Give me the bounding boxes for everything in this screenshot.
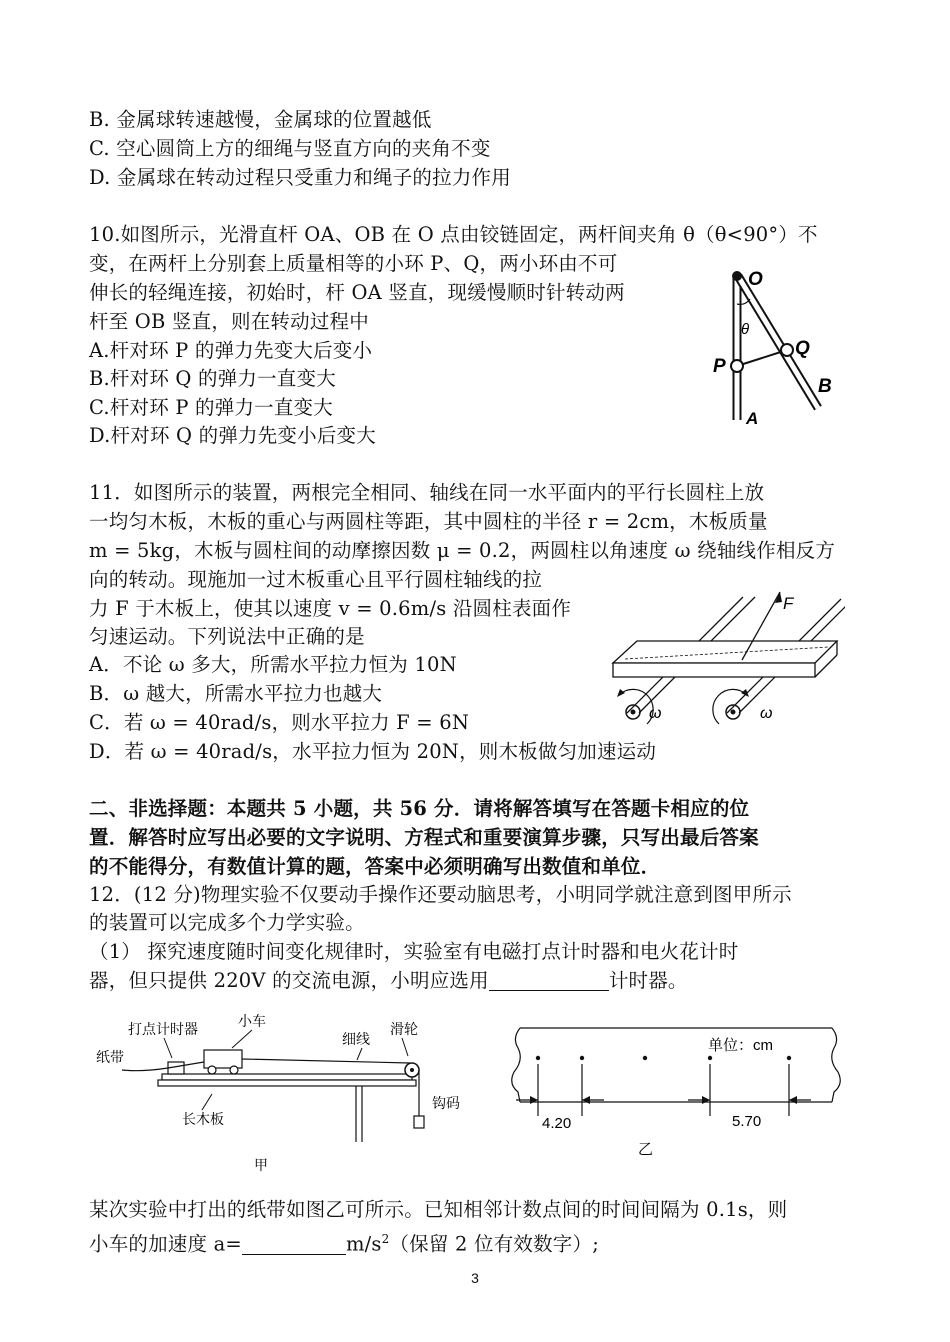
- q12-text2-c: （保留 2 位有效数字）;: [389, 1232, 599, 1256]
- q12-part1-text-b: 计时器。: [608, 969, 688, 992]
- string: [242, 1059, 410, 1063]
- q12-text2-line2: [89, 1226, 599, 1258]
- q10-option-b: B.杆对环 Q 的弹力一直变大: [89, 367, 336, 390]
- acceleration-answer-blank[interactable]: [242, 1234, 346, 1255]
- ring-q: [781, 344, 793, 356]
- page-number: 3: [471, 1270, 479, 1286]
- q10-stem-line4: 杆至 OB 竖直，则在转动过程中: [89, 310, 369, 333]
- q10-stem-line1: 10.如图所示，光滑直杆 OA、OB 在 O 点由铰链固定，两杆间夹角 θ（θ<90°）不: [89, 223, 818, 246]
- q10-stem-line3: 伸长的轻绳连接，初始时，杆 OA 竖直，现缓慢顺时针转动两: [89, 281, 625, 304]
- q12-part1-line1: （1） 探究速度随时间变化规律时，实验室有电磁打点计时器和电火花计时: [89, 940, 739, 963]
- q11-stem-line4: 向的转动。现施加一过木板重心且平行圆柱轴线的拉: [89, 568, 543, 591]
- q9-option-c: C. 空心圆筒上方的细绳与竖直方向的夹角不变: [89, 137, 491, 160]
- q12-figure-tape: [506, 1020, 846, 1160]
- label-tape: 纸带: [96, 1049, 124, 1065]
- q12-text2-sup: 2: [381, 1232, 390, 1246]
- timer-answer-blank[interactable]: [489, 970, 609, 991]
- q10-figure-rods: [700, 262, 850, 432]
- label-weight: 钩码: [432, 1095, 460, 1111]
- q11-stem-line1: 11．如图所示的装置，两根完全相同、轴线在同一水平面内的平行长圆柱上放: [89, 481, 765, 504]
- q11-option-d: D．若 ω = 40rad/s，水平拉力恒为 20N，则木板做匀加速运动: [89, 740, 657, 763]
- caption-yi: 乙: [638, 1141, 654, 1158]
- label-cart: 小车: [238, 1013, 266, 1029]
- label-f: F: [783, 594, 794, 613]
- q12-figure-apparatus: [92, 1012, 482, 1182]
- q10-option-d: D.杆对环 Q 的弹力先变小后变大: [89, 424, 376, 447]
- q11-option-c: C．若 ω = 40rad/s，则水平拉力 F = 6N: [89, 711, 470, 734]
- q9-option-d: D. 金属球在转动过程只受重力和绳子的拉力作用: [89, 166, 511, 189]
- label-b: B: [818, 376, 832, 397]
- q11-stem-line6: 匀速运动。下列说法中正确的是: [89, 625, 365, 648]
- q12-stem-line2: 的装置可以完成多个力学实验。: [89, 911, 365, 934]
- cart: [204, 1050, 242, 1068]
- distance-2: 5.70: [732, 1113, 762, 1130]
- label-pulley: 滑轮: [390, 1021, 418, 1037]
- q12-text2-unit: m/s: [345, 1232, 382, 1256]
- connecting-string: [737, 350, 787, 366]
- q11-stem-line5: 力 F 于木板上，使其以速度 v = 0.6m/s 沿圆柱表面作: [89, 597, 572, 620]
- q11-option-a: A．不论 ω 多大，所需水平拉力恒为 10N: [89, 653, 457, 676]
- label-timer: 打点计时器: [128, 1021, 198, 1037]
- count-point: [643, 1056, 647, 1060]
- count-point: [536, 1056, 540, 1060]
- section2-heading-line1: 二、非选择题：本题共 5 小题，共 56 分．请将解答填写在答题卡相应的位: [89, 797, 750, 820]
- q10-stem-line2: 变，在两杆上分别套上质量相等的小环 P、Q，两小环由不可: [89, 252, 618, 275]
- label-a: A: [746, 409, 759, 428]
- label-o: O: [748, 269, 763, 290]
- hook-weight: [414, 1116, 424, 1128]
- q12-text2-a: 小车的加速度 a=: [89, 1232, 242, 1256]
- label-p: P: [713, 356, 726, 377]
- label-string: 细线: [342, 1031, 370, 1047]
- q11-figure-cylinders: [605, 585, 845, 735]
- q12-part1-line2: [89, 968, 688, 994]
- label-unit: 单位：cm: [708, 1037, 773, 1054]
- ring-p: [731, 360, 743, 372]
- omega-right: ω: [760, 705, 773, 722]
- label-board: 长木板: [182, 1111, 224, 1127]
- section2-heading-line2: 置．解答时应写出必要的文字说明、方程式和重要演算步骤，只写出最后答案: [89, 826, 759, 849]
- section2-heading-line3: 的不能得分，有数值计算的题，答案中必须明确写出数值和单位．: [89, 855, 661, 878]
- label-theta: θ: [741, 321, 750, 338]
- q11-stem-line2: 一均匀木板，木板的重心与两圆柱等距，其中圆柱的半径 r = 2cm，木板质量: [89, 510, 768, 533]
- label-q: Q: [795, 338, 810, 359]
- omega-left: ω: [649, 705, 662, 722]
- long-board: [162, 1074, 412, 1080]
- caption-jia: 甲: [254, 1157, 268, 1173]
- q11-option-b: B．ω 越大，所需水平拉力也越大: [89, 682, 383, 705]
- wooden-board: [613, 641, 837, 663]
- q11-stem-line3: m = 5kg，木板与圆柱间的动摩擦因数 μ = 0.2，两圆柱以角速度 ω 绕轴线作相反方: [89, 539, 836, 562]
- q12-text2-line1: 某次实验中打出的纸带如图乙可所示。已知相邻计数点间的时间间隔为 0.1s，则: [89, 1198, 788, 1221]
- q12-part1-text-a: 器，但只提供 220V 的交流电源，小明应选用: [89, 969, 489, 992]
- q10-option-a: A.杆对环 P 的弹力先变大后变小: [89, 339, 373, 362]
- hinge-o: [732, 271, 742, 281]
- count-point: [787, 1056, 791, 1060]
- count-point: [580, 1056, 584, 1060]
- q10-option-c: C.杆对环 P 的弹力一直变大: [89, 396, 333, 419]
- count-point: [708, 1056, 712, 1060]
- q12-stem-line1: 12．(12 分)物理实验不仅要动手操作还要动脑思考，小明同学就注意到图甲所示: [89, 883, 792, 906]
- q9-option-b: B. 金属球转速越慢，金属球的位置越低: [89, 108, 432, 131]
- distance-1: 4.20: [542, 1115, 572, 1132]
